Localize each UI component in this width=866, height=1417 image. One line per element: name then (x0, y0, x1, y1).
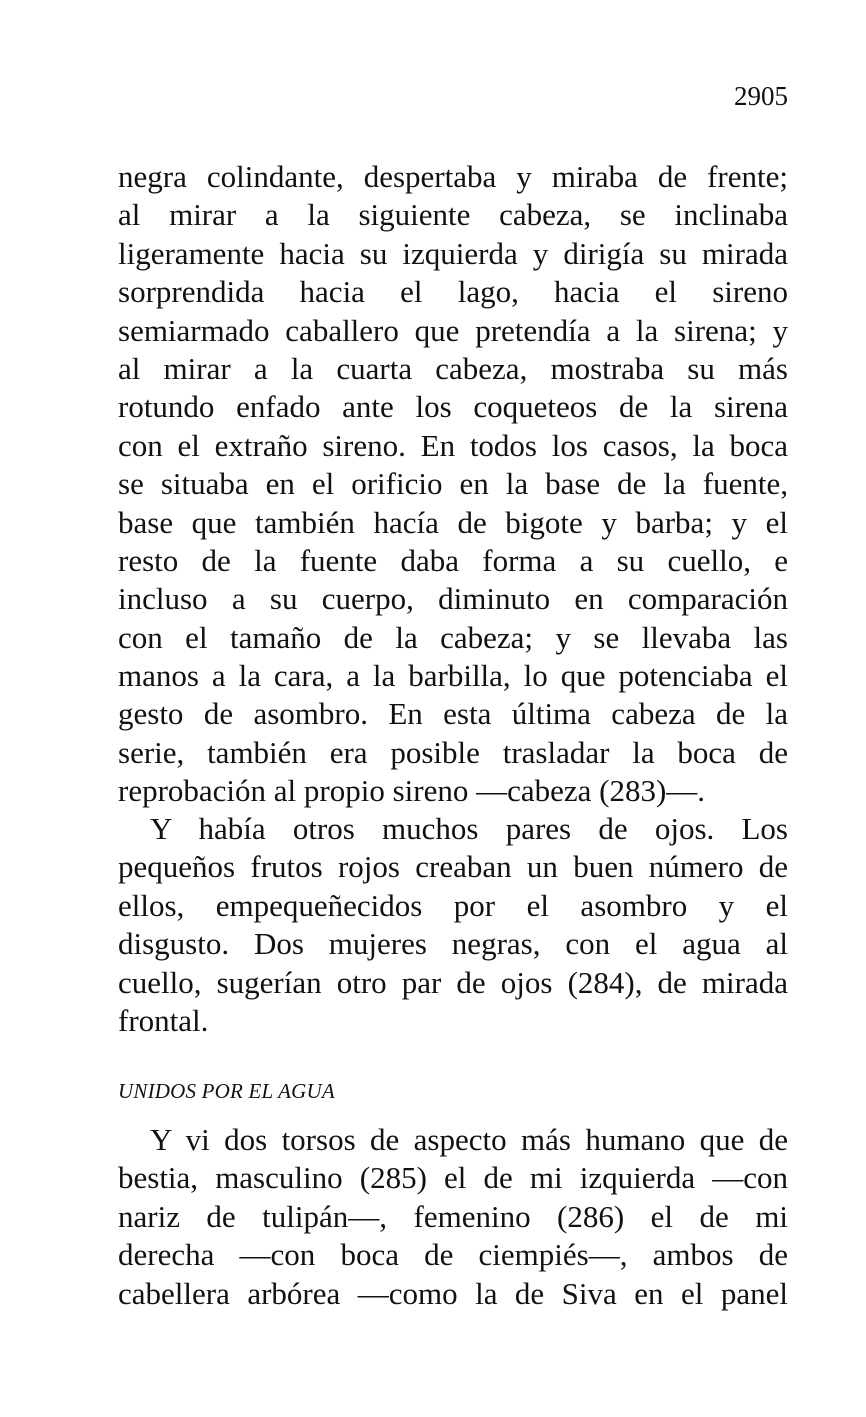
text-line: gesto de asombro. En esta última cabeza de la (118, 696, 788, 732)
text-line: con el tamaño de la cabeza; y se llevaba las (118, 619, 788, 655)
text-line: resto de la fuente daba forma a su cuello, e (118, 542, 788, 578)
text-line: negra colindante, despertaba y miraba de frente; (118, 159, 788, 194)
section-heading: UNIDOS POR EL AGUA (118, 1079, 335, 1103)
text-line: disgusto. Dos mujeres negras, con el agua al (118, 926, 788, 962)
paragraph-2 (118, 810, 788, 1040)
text-line: con el extraño sireno. En todos los casos, la boca (118, 427, 788, 463)
text-line: pequeños frutos rojos creaban un buen número de (118, 849, 788, 885)
text-line: cuello, sugerían otro par de ojos (284), de mirada (118, 964, 788, 1000)
text-line: derecha —con boca de ciempiés—, ambos de (118, 1237, 788, 1273)
text-line: ligeramente hacia su izquierda y dirigía su mirada (118, 235, 788, 271)
text-line: reprobación al propio sireno —cabeza (283)—. (118, 773, 706, 809)
text-line: se situaba en el orificio en la base de la fuente, (118, 466, 788, 502)
text-line: manos a la cara, a la barbilla, lo que potenciaba el (118, 658, 788, 694)
text-line: al mirar a la siguiente cabeza, se inclinaba (118, 197, 788, 233)
text-line: ellos, empequeñecidos por el asombro y el (118, 887, 788, 923)
page-number: 2905 (734, 81, 788, 111)
text-line: serie, también era posible trasladar la boca de (118, 734, 788, 770)
text-line: bestia, masculino (285) el de mi izquierda —con (118, 1160, 788, 1196)
text-line: cabellera arbórea —como la de Siva en el panel (118, 1275, 788, 1311)
text-line: base que también hacía de bigote y barba; y el (118, 504, 788, 540)
paragraph-3 (118, 1121, 788, 1313)
text-line: al mirar a la cuarta cabeza, mostraba su más (118, 350, 788, 386)
text-line: frontal. (118, 1002, 209, 1038)
text-line: sorprendida hacia el lago, hacia el sireno (118, 274, 788, 310)
text-line: Y había otros muchos pares de ojos. Los (150, 811, 788, 846)
text-line: incluso a su cuerpo, diminuto en comparación (118, 581, 788, 617)
text-line: Y vi dos torsos de aspecto más humano que de (150, 1122, 788, 1157)
text-line: semiarmado caballero que pretendía a la sirena; y (118, 312, 788, 348)
text-line: nariz de tulipán—, femenino (286) el de mi (118, 1198, 788, 1234)
text-line: rotundo enfado ante los coqueteos de la sirena (118, 389, 788, 425)
paragraph-1 (118, 158, 788, 811)
